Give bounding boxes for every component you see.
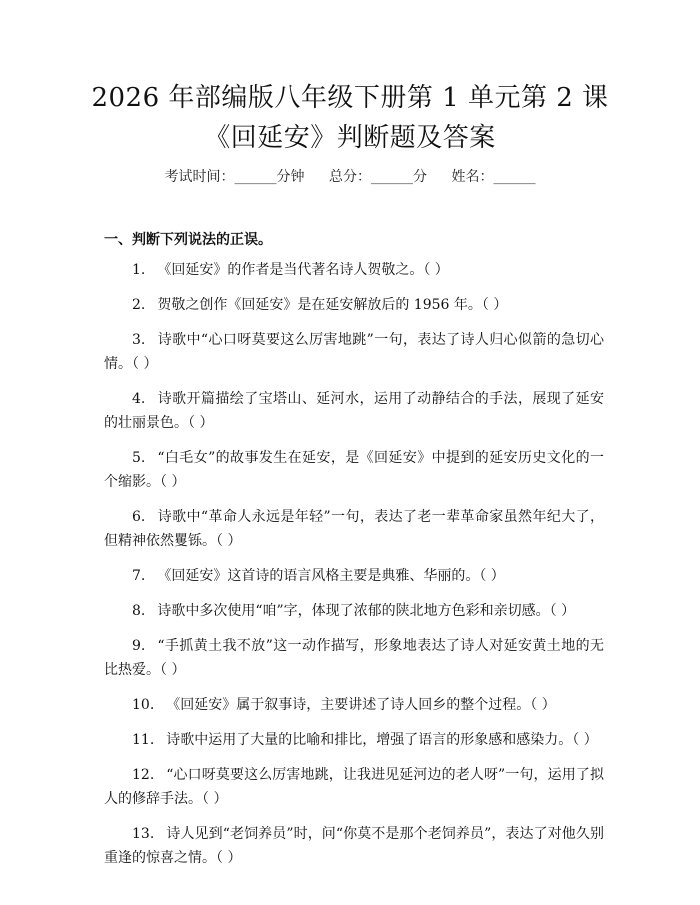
question-text: “手抓黄土我不放”这一动作描写，形象地表达了诗人对延安黄土地的无比热爱。（ ） bbox=[104, 638, 604, 678]
document-title-line2: 《回延安》判断题及答案 bbox=[204, 123, 496, 153]
question-text: 诗人见到“老饲养员”时，问“你莫不是那个老饲养员”，表达了对他久别重逢的惊喜之情。（ ） bbox=[104, 826, 604, 866]
question-text: 贺敬之创作《回延安》是在延安解放后的 1956 年。（ ） bbox=[157, 297, 508, 313]
question-text: 诗歌开篇描绘了宝塔山、延河水，运用了动静结合的手法，展现了延安的壮丽景色。（ ） bbox=[104, 391, 604, 431]
exam-time-field: 考试时间：______分钟 bbox=[164, 169, 305, 185]
question-text: 诗歌中多次使用“咱”字，体现了浓郁的陕北地方色彩和亲切感。（ ） bbox=[157, 603, 576, 619]
question-item bbox=[104, 728, 604, 752]
question-number: 3. bbox=[132, 332, 146, 348]
question-number: 10. bbox=[132, 697, 155, 713]
question-number: 11. bbox=[132, 732, 155, 748]
question-item bbox=[104, 763, 604, 811]
question-number: 4. bbox=[132, 391, 146, 407]
question-text: “心口呀莫要这么厉害地跳，让我进见延河边的老人呀”一句，运用了拟人的修辞手法。（ ） bbox=[104, 767, 604, 807]
question-number: 6. bbox=[132, 509, 146, 525]
total-score-field: 总分：______分 bbox=[329, 169, 427, 185]
question-text: 诗歌中“革命人永远是年轻”一句，表达了老一辈革命家虽然年纪大了，但精神依然矍铄。（ ） bbox=[104, 509, 604, 549]
student-name-field: 姓名：______ bbox=[451, 169, 536, 185]
question-list bbox=[104, 258, 604, 881]
section-heading: 一、判断下列说法的正误。 bbox=[104, 232, 272, 248]
question-item bbox=[104, 822, 604, 870]
question-number: 1. bbox=[132, 262, 146, 278]
question-number: 7. bbox=[132, 568, 146, 584]
question-number: 5. bbox=[132, 450, 146, 466]
question-number: 8. bbox=[132, 603, 146, 619]
question-item bbox=[104, 446, 604, 494]
question-text: 《回延安》这首诗的语言风格主要是典雅、华丽的。（ ） bbox=[157, 568, 505, 584]
question-number: 13. bbox=[132, 826, 155, 842]
question-item bbox=[104, 693, 604, 717]
question-text: 诗歌中运用了大量的比喻和排比，增强了语言的形象感和感染力。（ ） bbox=[166, 732, 598, 748]
question-number: 9. bbox=[132, 638, 146, 654]
question-item bbox=[104, 328, 604, 376]
question-item bbox=[104, 293, 604, 317]
question-text: “白毛女”的故事发生在延安，是《回延安》中提到的延安历史文化的一个缩影。（ ） bbox=[104, 450, 604, 490]
question-text: 《回延安》属于叙事诗，主要讲述了诗人回乡的整个过程。（ ） bbox=[166, 697, 556, 713]
exam-info bbox=[0, 168, 700, 186]
question-item bbox=[104, 599, 604, 623]
question-item bbox=[104, 387, 604, 435]
question-number: 2. bbox=[132, 297, 146, 313]
question-item bbox=[104, 634, 604, 682]
question-item bbox=[104, 564, 604, 588]
question-number: 12. bbox=[132, 767, 155, 783]
question-text: 《回延安》的作者是当代著名诗人贺敬之。（ ） bbox=[157, 262, 449, 278]
question-text: 诗歌中“心口呀莫要这么厉害地跳”一句，表达了诗人归心似箭的急切心情。（ ） bbox=[104, 332, 604, 372]
question-item bbox=[104, 258, 604, 282]
document-title-line1: 2026 年部编版八年级下册第 1 单元第 2 课 bbox=[91, 83, 609, 113]
question-item bbox=[104, 505, 604, 553]
